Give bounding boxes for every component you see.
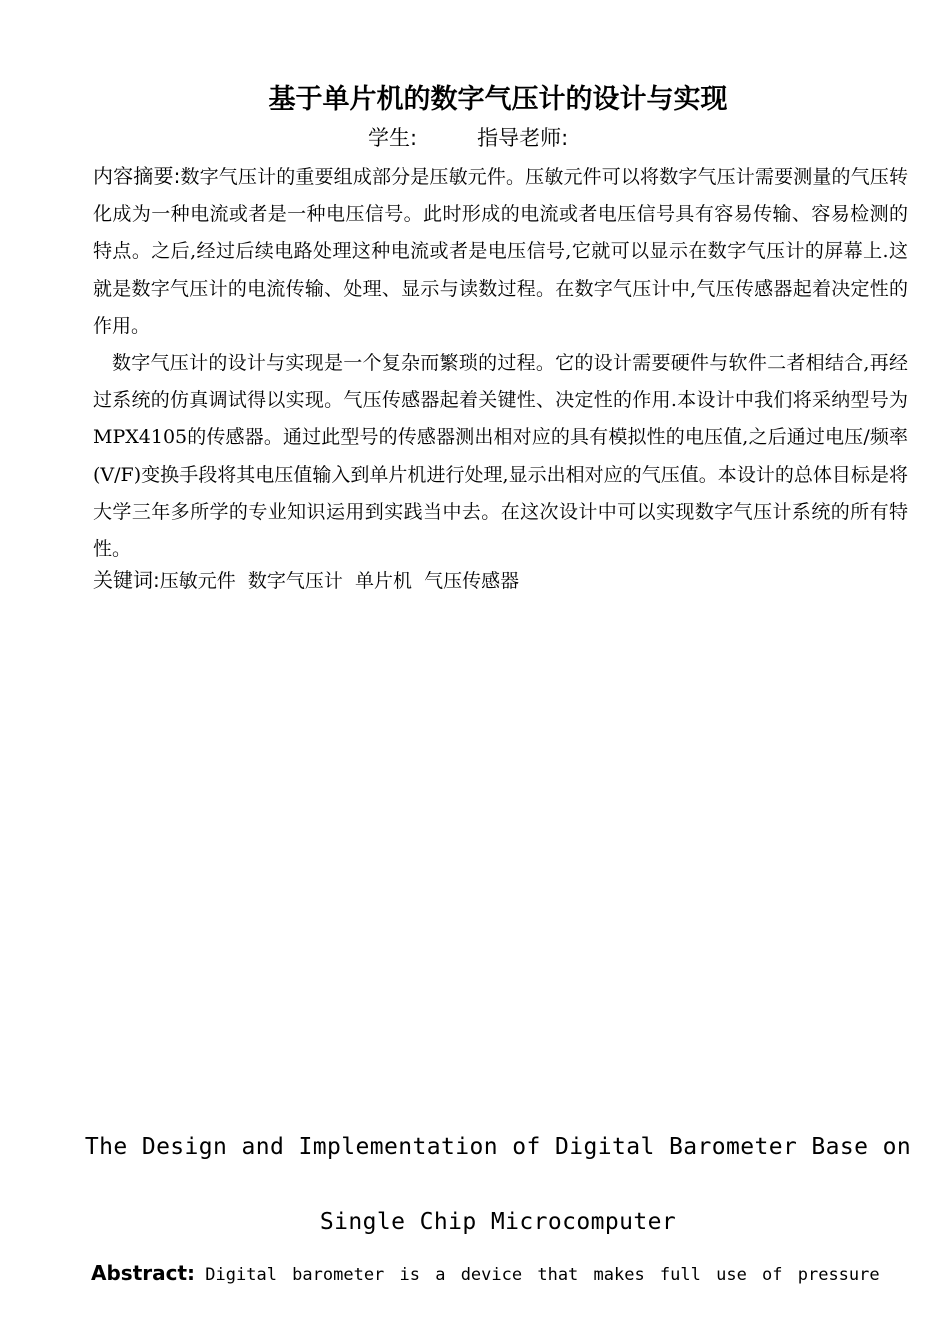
byline-gap [417, 126, 477, 150]
abstract-label: 内容摘要: [93, 164, 181, 188]
student-label: 学生: [368, 126, 418, 150]
keyword-item: 单片机 [354, 570, 412, 592]
keywords-label: 关键词: [93, 568, 160, 592]
advisor-label: 指导老师: [477, 126, 569, 150]
english-title-line-1: The Design and Implementation of Digital Barometer Base on [84, 1134, 912, 1160]
chinese-title: 基于单片机的数字气压计的设计与实现 [268, 84, 728, 115]
english-abstract-text: Digital barometer is a device that makes full use of pressure [205, 1265, 880, 1285]
abstract-paragraph-1-text: 数字气压计的重要组成部分是压敏元件。压敏元件可以将数字气压计需要测量的气压转化成为一种电流或者是一种电压信号。此时形成的电流或者电压信号具有容易传输、容易检测的特点。之后,经过后续电路处理这种电流或者是电压信号,它就可以显示在数字气压计的屏幕上.这就是数字气压计的电流传输、处理、显示与读数过程。在数字气压计中,气压传感器起着决定性的作用。 [93, 166, 908, 337]
chinese-abstract [93, 158, 908, 568]
abstract-paragraph-1 [93, 158, 908, 345]
keywords-line [93, 566, 519, 595]
english-abstract [91, 1259, 906, 1289]
english-abstract-label: Abstract: [91, 1261, 196, 1285]
keyword-item: 气压传感器 [424, 570, 520, 592]
author-byline [368, 124, 568, 152]
keyword-item: 压敏元件 [159, 570, 236, 592]
abstract-paragraph-2: 数字气压计的设计与实现是一个复杂而繁琐的过程。它的设计需要硬件与软件二者相结合,再经过系统的仿真调试得以实现。气压传感器起着关键性、决定性的作用.本设计中我们将采纳型号为MPX4105的传感器。通过此型号的传感器测出相对应的具有模拟性的电压值,之后通过电压/频率(V/F)变换手段将其电压值输入到单片机进行处理,显示出相对应的气压值。本设计的总体目标是将大学三年多所学的专业知识运用到实践当中去。在这次设计中可以实现数字气压计系统的所有特性。 [93, 352, 908, 561]
english-title-line-2: Single Chip Microcomputer [319, 1209, 677, 1235]
keyword-item: 数字气压计 [247, 570, 343, 592]
